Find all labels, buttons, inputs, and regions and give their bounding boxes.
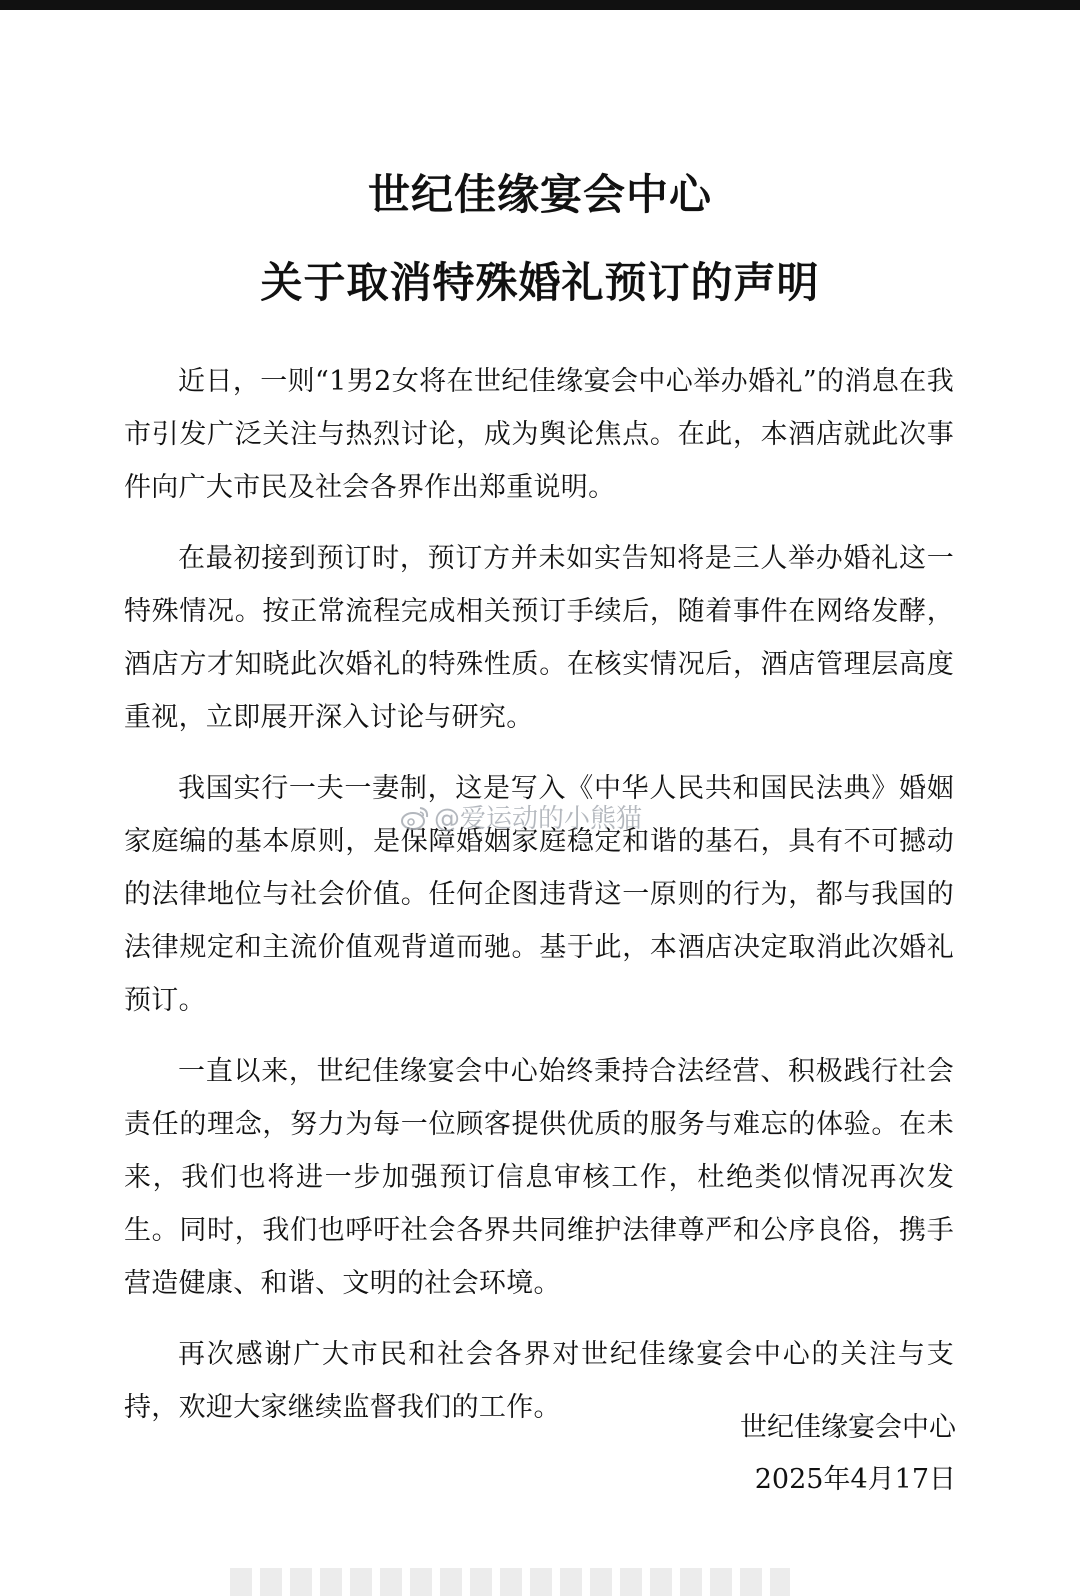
paragraph-1: 近日，一则“1男2女将在世纪佳缘宴会中心举办婚礼”的消息在我市引发广泛关注与热烈讨论，成为舆论焦点。在此，本酒店就此次事件向广大市民及社会各界作出郑重说明。 — [124, 366, 954, 503]
document-title: 世纪佳缘宴会中心 — [367, 170, 712, 219]
paragraph-5: 再次感谢广大市民和社会各界对世纪佳缘宴会中心的关注与支持，欢迎大家继续监督我们的工作。 — [124, 1339, 954, 1423]
document-subtitle: 关于取消特殊婚礼预订的声明 — [260, 258, 820, 307]
paragraph-3: 我国实行一夫一妻制，这是写入《中华人民共和国民法典》婚姻家庭编的基本原则，是保障婚姻家庭稳定和谐的基石，具有不可撼动的法律地位与社会价值。任何企图违背这一原则的行为，都与我国的法律规定和主流价值观背道而驰。基于此，本酒店决定取消此次婚礼预订。 — [124, 773, 954, 1016]
paragraph-4: 一直以来，世纪佳缘宴会中心始终秉持合法经营、积极践行社会责任的理念，努力为每一位顾客提供优质的服务与难忘的体验。在未来，我们也将进一步加强预订信息审核工作，杜绝类似情况再次发生。同时，我们也呼吁社会各界共同维护法律尊严和公序良俗，携手营造健康、和谐、文明的社会环境。 — [124, 1056, 954, 1299]
signature-organization: 世纪佳缘宴会中心 — [740, 1412, 956, 1443]
document-body — [124, 355, 954, 1452]
watermark — [400, 798, 642, 835]
cropped-bottom-text — [230, 1568, 790, 1596]
watermark-text: @爱运动的小熊猫 — [434, 804, 643, 834]
signature-date: 2025年4月17日 — [754, 1464, 956, 1495]
weibo-icon — [400, 805, 430, 831]
paragraph-2: 在最初接到预订时，预订方并未如实告知将是三人举办婚礼这一特殊情况。按正常流程完成相关预订手续后，随着事件在网络发酵，酒店方才知晓此次婚礼的特殊性质。在核实情况后，酒店管理层高度重视，立即展开深入讨论与研究。 — [124, 543, 954, 733]
